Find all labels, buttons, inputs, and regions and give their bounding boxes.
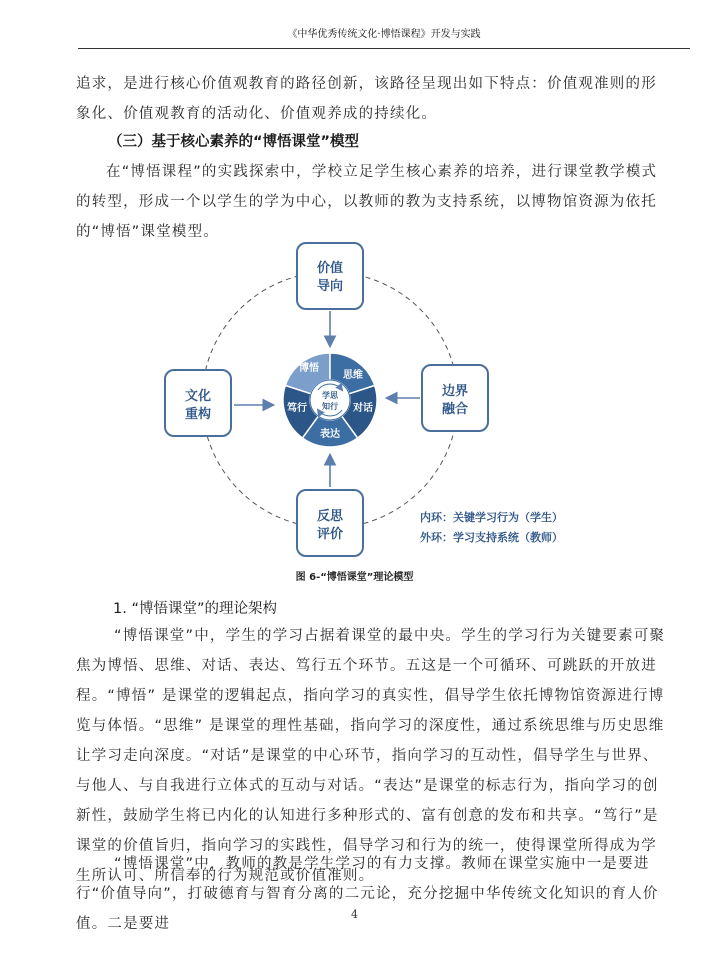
box-right-line1: 边界: [441, 384, 469, 399]
box-right: [422, 365, 488, 431]
box-bottom: [297, 490, 363, 556]
segment-label-siwei: 思维: [343, 370, 363, 381]
box-bottom-line1: 反思: [316, 509, 344, 524]
inner-ring: [283, 353, 377, 447]
section-heading: （三）基于核心素养的“博悟课堂”模型: [108, 134, 360, 150]
legend-outer-ring: 外环：学习支持系统（教师）: [420, 531, 563, 544]
box-right-line2: 融合: [441, 402, 469, 417]
paragraph-teacher-support: “博悟课堂”中，教师的教是学生学习的有力支撑。教师在课堂实施中一是要进行“价值导向”，打破德育与智育分离的二元论，充分挖掘中华传统文化知识的育人价值。二是要进: [76, 856, 659, 932]
box-left-line1: 文化: [184, 389, 212, 404]
center-circle: [310, 380, 350, 420]
segment-label-duihua: 对话: [353, 403, 373, 414]
segment-label-duxing: 笃行: [287, 403, 307, 414]
box-left-line2: 重构: [184, 407, 212, 422]
legend-inner-ring: 内环：关键学习行为（学生）: [420, 511, 563, 524]
paragraph-model-intro: 在“博悟课程”的实践探索中，学校立足学生核心素养的培养，进行课堂教学模式的转型，形成一个以学生的学为中心，以教师的教为支持系统，以博物馆资源为依托的“博悟”课堂模型。: [76, 164, 658, 240]
box-bottom-line2: 评价: [316, 527, 344, 542]
box-top-line1: 价值: [316, 261, 344, 276]
subsection-heading: 1. “博悟课堂”的理论架构: [113, 601, 277, 617]
page-number: 4: [351, 908, 358, 921]
center-label-xuesi: 学思: [322, 391, 338, 400]
segment-label-boxu: 博悟: [299, 363, 319, 374]
running-header: 《中华优秀传统文化·博悟课程》开发与实践: [78, 22, 690, 49]
box-top-line2: 导向: [316, 279, 344, 294]
box-top: [297, 243, 363, 309]
classroom-model-diagram: [150, 235, 570, 565]
segment-label-biaoda: 表达: [320, 429, 340, 440]
paragraph-intro: 追求，是进行核心价值观教育的路径创新，该路径呈现出如下特点：价值观准则的形象化、价值观教育的活动化、价值观养成的持续化。: [76, 76, 657, 122]
paragraph-theory: “博悟课堂”中，学生的学习占据着课堂的最中央。学生的学习行为关键要素可聚焦为博悟、思维、对话、表达、笃行五个环节。五这是一个可循环、可跳跃的开放进程。“博悟” 是课堂的逻辑起点，指向学习的真实性，倡导学生依托博物馆资源进行博览与体悟。“思维” 是课堂的理性基础，指向学习的深度性，通过系统思维与历史思维让学习走向深度。“对话”是课堂的中心环节，指向学习的互动性，倡导学生与世界、与他人、与自我进行立体式的互动与对话。“表达”是课堂的标志行为，指向学习的创新性，鼓励学生将已内化的认知进行多种形式的、富有创意的发布和共享。“笃行”是课堂的价值旨归，指向学习的实践性，倡导学习和行为的统一，使得课堂所得成为学生所认可、所信奉的行为规范或价值准则。: [76, 628, 666, 884]
box-left: [165, 370, 231, 436]
center-label-zhixing: 知行: [322, 402, 338, 411]
diagram-svg: [150, 235, 570, 565]
figure-caption: 图 6-“博悟课堂”理论模型: [295, 572, 414, 583]
